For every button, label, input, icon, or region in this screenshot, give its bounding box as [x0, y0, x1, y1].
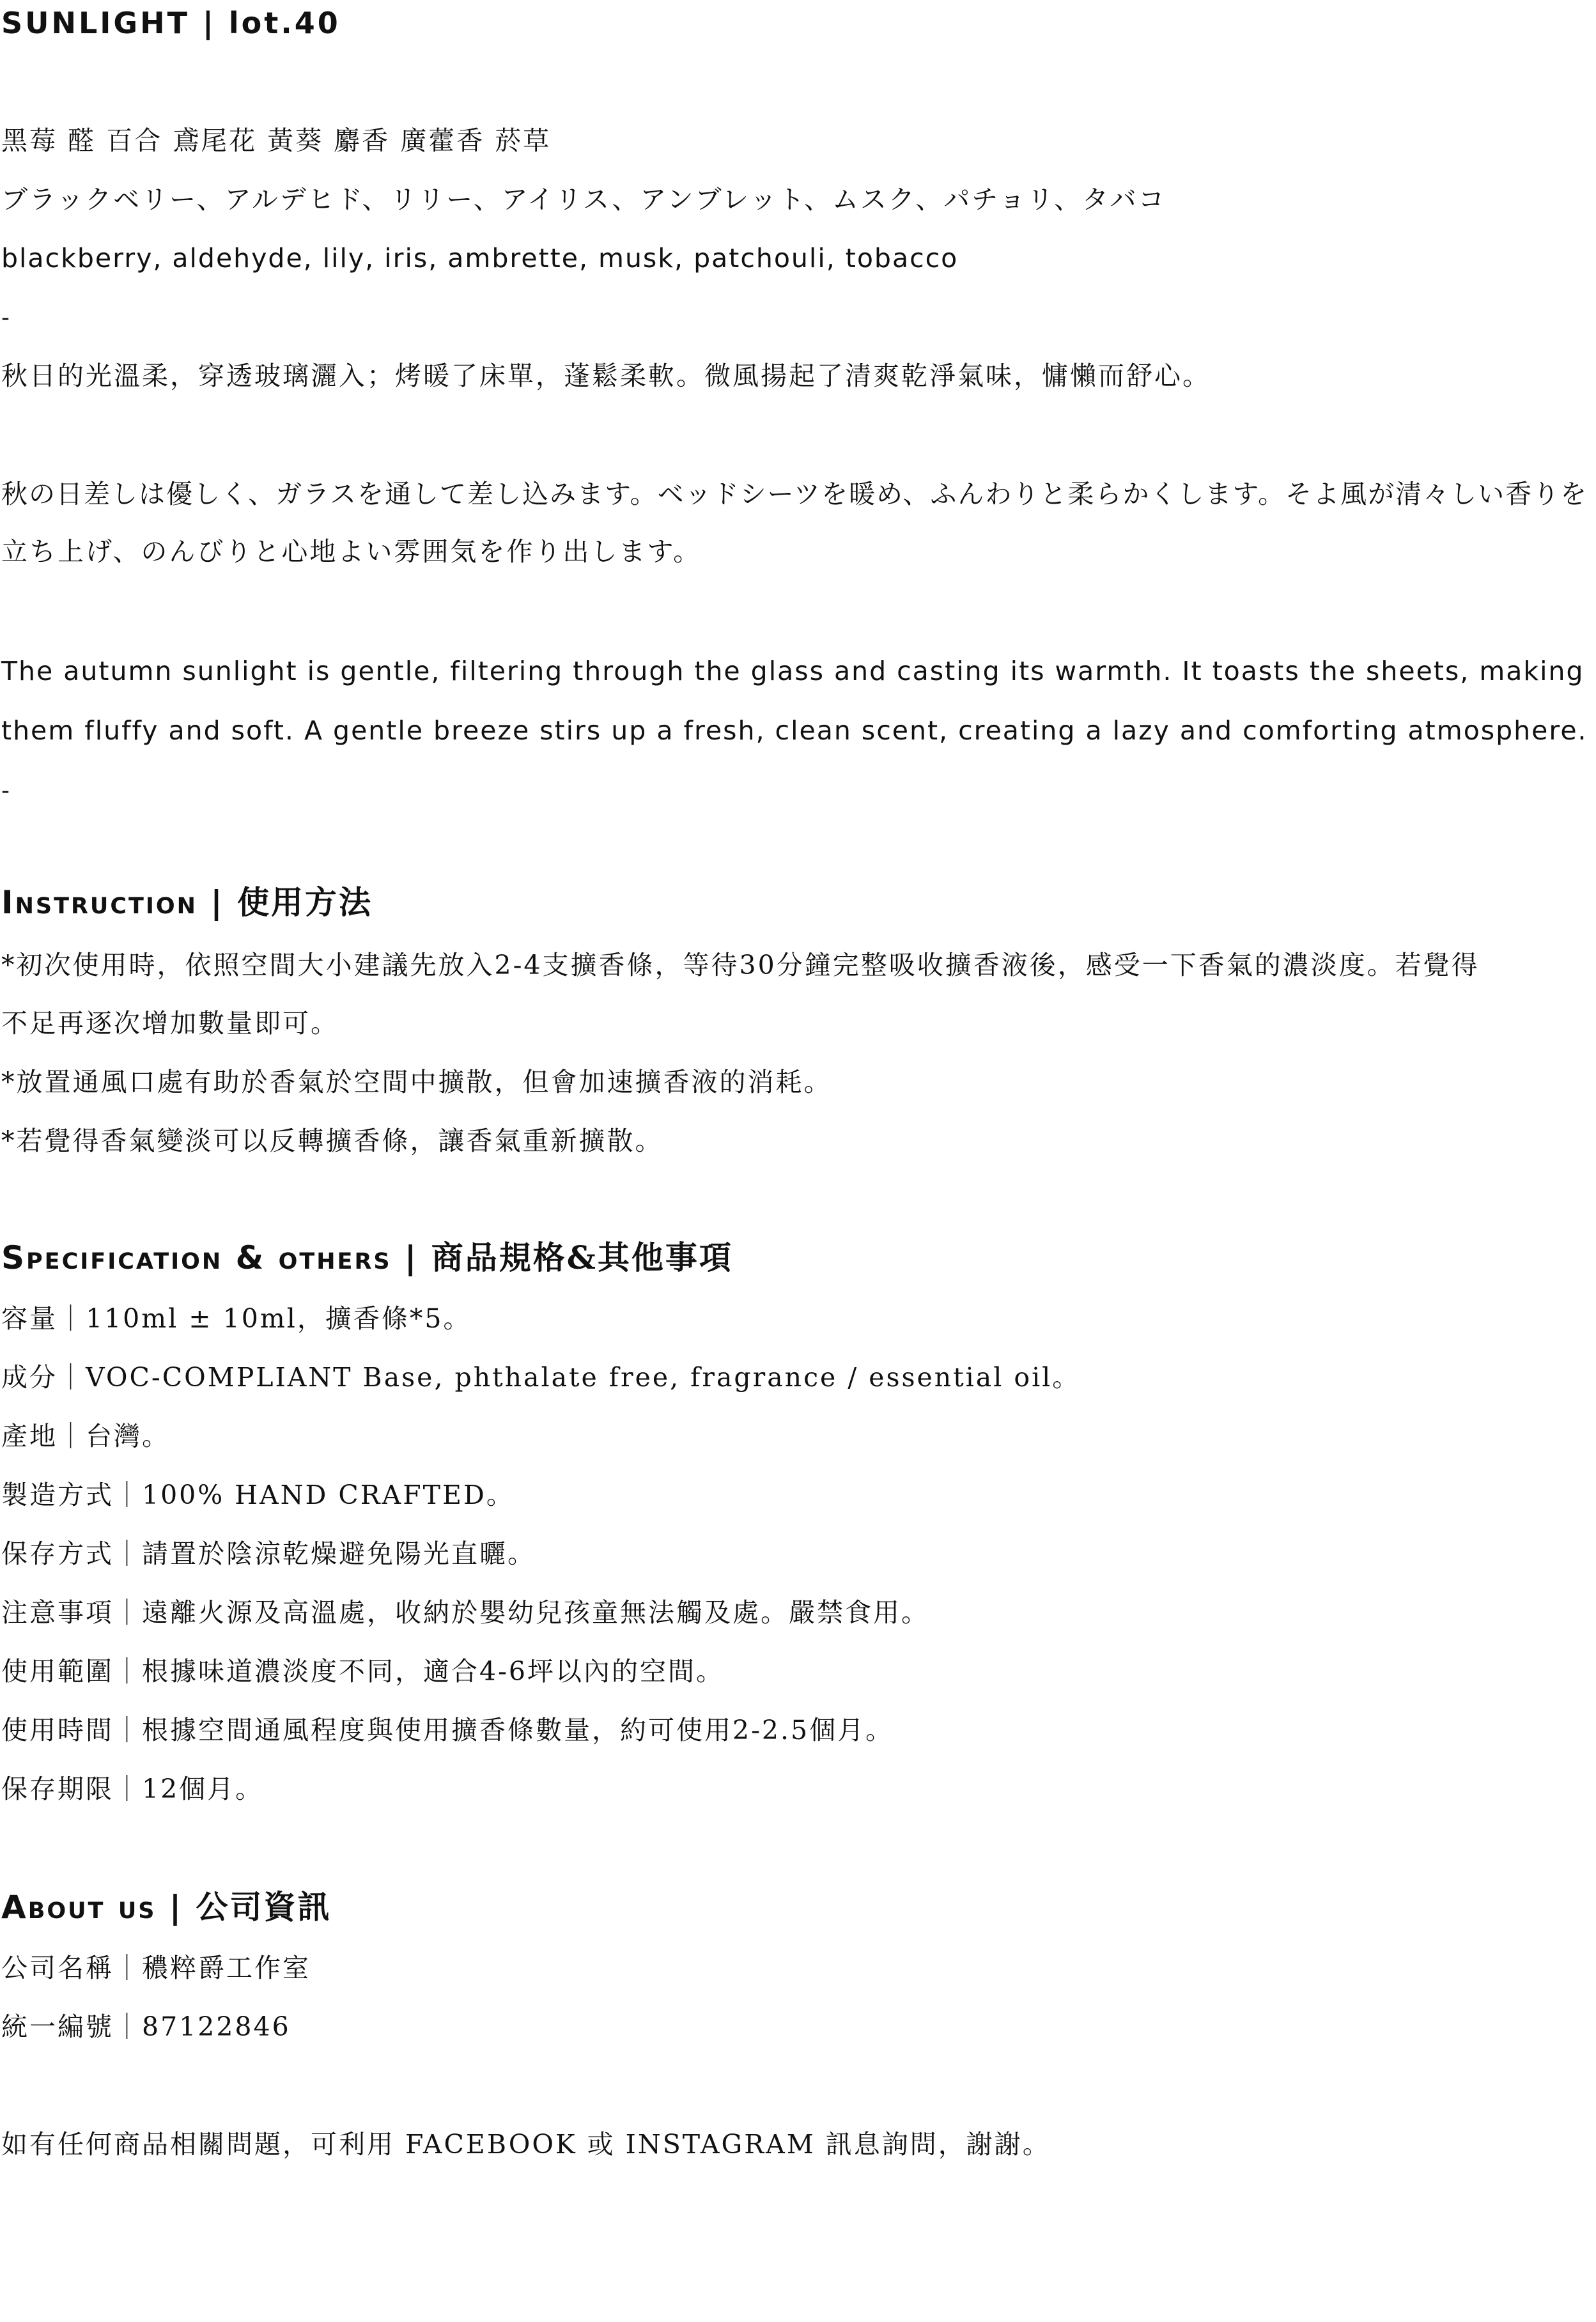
- instruction-heading: [1, 882, 373, 923]
- description-ja-line-1: 秋の日差しは優しく、ガラスを通して差し込みます。ベッドシーツを暖め、ふんわりと柔らかくします。そよ風が清々しい香りを: [1, 479, 1588, 509]
- description-zh: 秋日的光溫柔，穿透玻璃灑入；烤暖了床單，蓬鬆柔軟。微風揚起了清爽乾淨氣味，慵懶而舒心。: [1, 360, 1211, 391]
- description-en-line-2: them fluffy and soft. A gentle breeze stirs up a fresh, clean scent, creating a lazy and comforting atmosphere.: [1, 715, 1588, 746]
- spec-origin: 產地｜台灣。: [1, 1421, 170, 1451]
- notes-divider: -: [1, 305, 10, 331]
- instruction-line-1: *初次使用時，依照空間大小建議先放入2-4支擴香條，等待30分鐘完整吸收擴香液後，感受一下香氣的濃淡度。若覺得: [1, 950, 1480, 980]
- notes-zh: 黑莓 醛 百合 鳶尾花 黃葵 麝香 廣藿香 菸草: [1, 125, 552, 156]
- spec-usage-duration: 使用時間｜根據空間通風程度與使用擴香條數量，約可使用2-2.5個月。: [1, 1715, 894, 1745]
- product-title: SUNLIGHT | lot.40: [1, 6, 341, 40]
- about-tax-id: 統一編號｜87122846: [1, 2011, 291, 2042]
- about-heading-separator: |: [156, 1889, 196, 1926]
- description-en-line-1: The autumn sunlight is gentle, filtering through the glass and casting its warmth. It toasts the sheets, making: [1, 656, 1584, 686]
- instruction-heading-zh: 使用方法: [237, 883, 373, 921]
- spec-manufacturing: 製造方式｜100% HAND CRAFTED。: [1, 1480, 515, 1510]
- description-divider: -: [1, 778, 10, 804]
- specification-heading: [1, 1237, 733, 1278]
- about-company-name: 公司名稱｜穠粹爵工作室: [1, 1953, 311, 1983]
- instruction-line-3: *放置通風口處有助於香氣於空間中擴散，但會加速擴香液的消耗。: [1, 1067, 832, 1097]
- about-heading-en: About us: [1, 1889, 157, 1926]
- spec-capacity: 容量｜110ml ± 10ml，擴香條*5。: [1, 1303, 472, 1334]
- about-heading: [1, 1887, 332, 1928]
- instruction-line-4: *若覺得香氣變淡可以反轉擴香條，讓香氣重新擴散。: [1, 1126, 663, 1156]
- spec-precautions: 注意事項｜遠離火源及高溫處，收納於嬰幼兒孩童無法觸及處。嚴禁食用。: [1, 1597, 929, 1628]
- specification-heading-zh: 商品規格&其他事項: [431, 1239, 733, 1276]
- notes-en: blackberry, aldehyde, lily, iris, ambrette, musk, patchouli, tobacco: [1, 243, 959, 274]
- instruction-line-2: 不足再逐次增加數量即可。: [1, 1008, 339, 1039]
- spec-ingredients: 成分｜VOC-COMPLIANT Base, phthalate free, fragrance / essential oil。: [1, 1362, 1081, 1393]
- about-heading-zh: 公司資訊: [196, 1888, 332, 1926]
- about-contact-note: 如有任何商品相關問題，可利用 FACEBOOK 或 INSTAGRAM 訊息詢問，謝謝。: [1, 2129, 1051, 2160]
- instruction-heading-en: Instruction: [1, 884, 198, 921]
- specification-heading-separator: |: [391, 1239, 431, 1276]
- spec-usage-range: 使用範圍｜根據味道濃淡度不同，適合4-6坪以內的空間。: [1, 1656, 725, 1687]
- spec-shelf-life: 保存期限｜12個月。: [1, 1774, 264, 1804]
- description-ja-line-2: 立ち上げ、のんびりと心地よい雰囲気を作り出します。: [1, 536, 702, 567]
- specification-heading-en: Specification & others: [1, 1239, 392, 1276]
- spec-storage: 保存方式｜請置於陰涼乾燥避免陽光直曬。: [1, 1538, 536, 1569]
- notes-ja: ブラックベリー、アルデヒド、リリー、アイリス、アンブレット、ムスク、パチョリ、タバコ: [1, 184, 1166, 215]
- instruction-heading-separator: |: [197, 884, 238, 921]
